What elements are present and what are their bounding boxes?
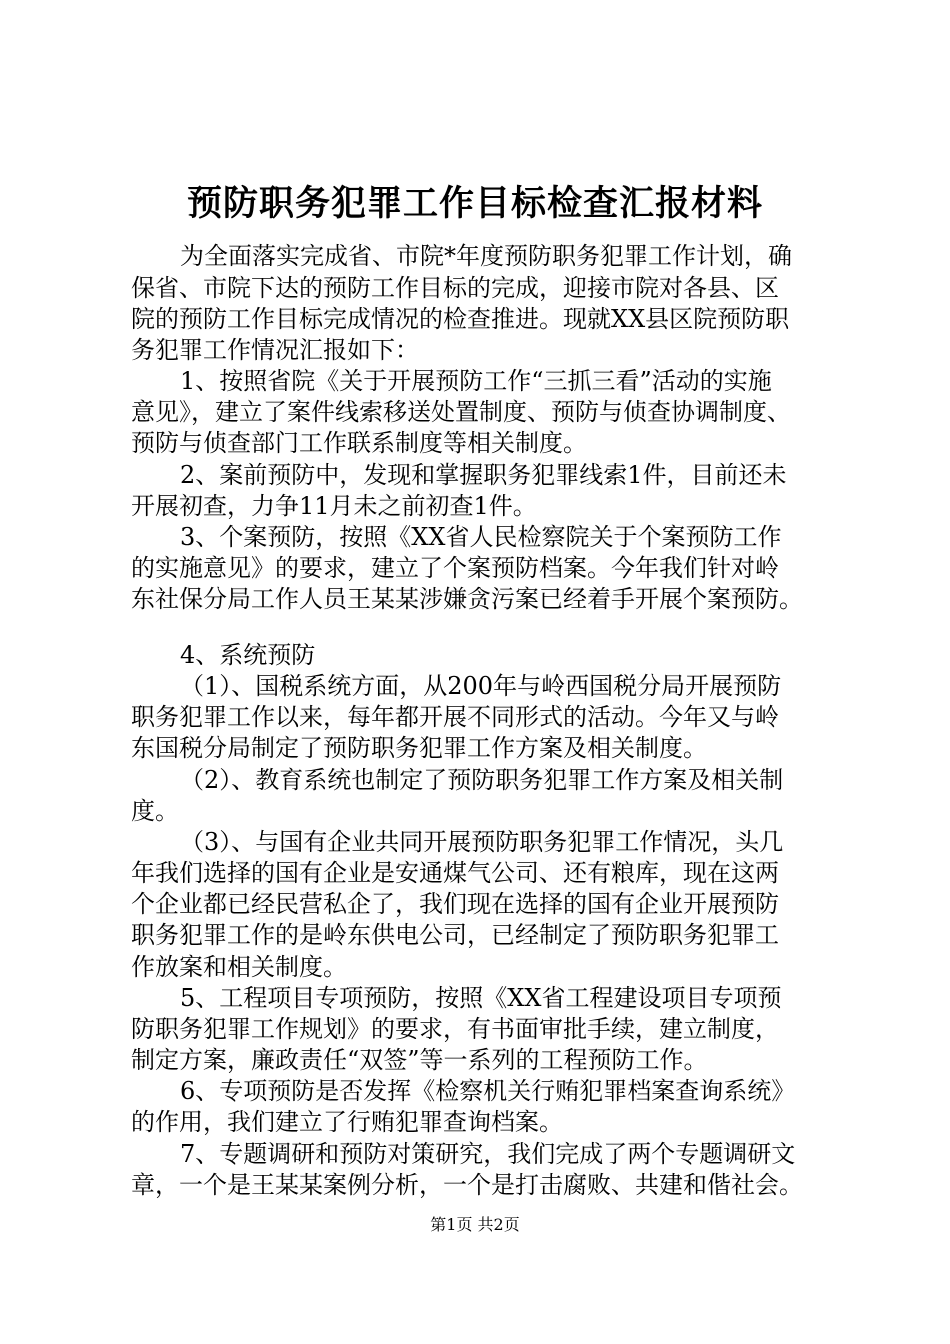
body-line: 东社保分局工作人员王某某涉嫌贪污案已经着手开展个案预防。 xyxy=(131,585,803,613)
body-line: 的实施意见》的要求，建立了个案预防档案。今年我们针对岭 xyxy=(131,554,779,582)
body-line: 院的预防工作目标完成情况的检查推进。现就XX县区院预防职 xyxy=(131,305,790,333)
body-line: 开展初查，力争11月未之前初查1件。 xyxy=(131,492,537,520)
body-line: 3、个案预防，按照《XX省人民检察院关于个案预防工作 xyxy=(180,523,782,551)
body-line: 制定方案，廉政责任“双签”等一系列的工程预防工作。 xyxy=(131,1046,708,1074)
body-line: 务犯罪工作情况汇报如下： xyxy=(131,336,419,364)
body-line: 为全面落实完成省、市院*年度预防职务犯罪工作计划，确 xyxy=(180,242,792,270)
body-line: 年我们选择的国有企业是安通煤气公司、还有粮库，现在这两 xyxy=(131,859,779,887)
body-line: （2）、教育系统也制定了预防职务犯罪工作方案及相关制 xyxy=(180,766,784,794)
body-line: 职务犯罪工作的是岭东供电公司，已经制定了预防职务犯罪工 xyxy=(131,921,779,949)
page-number: 第1页 共2页 xyxy=(430,1215,520,1234)
body-line: 预防与侦查部门工作联系制度等相关制度。 xyxy=(131,429,587,457)
body-line: 意见》，建立了案件线索移送处置制度、预防与侦查协调制度、 xyxy=(131,398,791,426)
body-line: 度。 xyxy=(131,797,179,825)
body-line: 东国税分局制定了预防职务犯罪工作方案及相关制度。 xyxy=(131,734,707,762)
body-line: （3）、与国有企业共同开展预防职务犯罪工作情况，头几 xyxy=(180,828,784,856)
body-line: 2、案前预防中，发现和掌握职务犯罪线索1件，目前还未 xyxy=(180,461,787,489)
document-title: 预防职务犯罪工作目标检查汇报材料 xyxy=(186,183,763,224)
body-line: 5、工程项目专项预防，按照《XX省工程建设项目专项预 xyxy=(180,984,782,1012)
body-line: 1、按照省院《关于开展预防工作“三抓三看”活动的实施 xyxy=(180,367,772,395)
body-line: 章，一个是王某某案例分析，一个是打击腐败、共建和偕社会。 xyxy=(131,1171,803,1199)
body-line: 职务犯罪工作以来，每年都开展不同形式的活动。今年又与岭 xyxy=(131,703,779,731)
body-line: 的作用，我们建立了行贿犯罪查询档案。 xyxy=(131,1108,563,1136)
body-line: 6、专项预防是否发挥《检察机关行贿犯罪档案查询系统》 xyxy=(180,1077,796,1105)
body-line: （1）、国税系统方面，从200年与岭西国税分局开展预防 xyxy=(180,672,782,700)
body-line: 保省、市院下达的预防工作目标的完成，迎接市院对各县、区 xyxy=(131,274,779,302)
body-line: 防职务犯罪工作规划》的要求，有书面审批手续，建立制度， xyxy=(131,1015,779,1043)
body-line: 作放案和相关制度。 xyxy=(131,953,347,981)
body-line: 个企业都已经民营私企了，我们现在选择的国有企业开展预防 xyxy=(131,890,779,918)
body-line: 4、系统预防 xyxy=(180,641,316,669)
body-line: 7、专题调研和预防对策研究，我们完成了两个专题调研文 xyxy=(180,1140,796,1168)
